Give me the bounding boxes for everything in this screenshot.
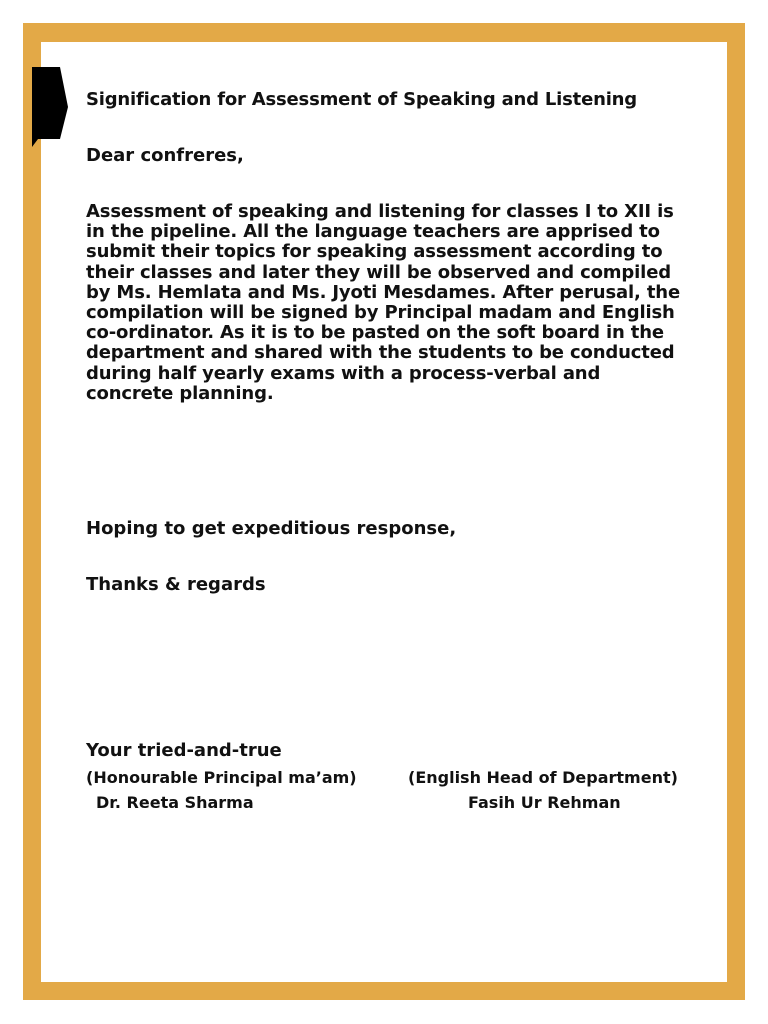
body-line: by Ms. Hemlata and Ms. Jyoti Mesdames. After perusal, the: [86, 281, 681, 303]
letter-thanks-line: Thanks & regards: [86, 574, 266, 595]
body-line: compilation will be signed by Principal madam and English: [86, 302, 675, 324]
body-line: their classes and later they will be observed and compiled: [86, 261, 671, 283]
body-line: department and shared with the students to be conducted: [86, 342, 675, 364]
signatory-principal-name: Dr. Reeta Sharma: [96, 793, 254, 812]
body-line: during half yearly exams with a process-verbal and: [86, 362, 601, 384]
body-line: co-ordinator. As it is to be pasted on the soft board in the: [86, 322, 664, 344]
letter-salutation: Dear confreres,: [86, 145, 244, 166]
body-line: concrete planning.: [86, 382, 274, 404]
page-content-area: [41, 42, 727, 982]
signatory-hod-name: Fasih Ur Rehman: [468, 793, 621, 812]
letter-hoping-line: Hoping to get expeditious response,: [86, 518, 457, 539]
letter-body: [86, 202, 696, 404]
signatory-hod-role: (English Head of Department): [408, 768, 678, 787]
signatory-principal-role: (Honourable Principal ma’am): [86, 768, 357, 787]
bookmark-marker-icon: [32, 67, 68, 147]
body-line: Assessment of speaking and listening for classes I to XII is: [86, 201, 674, 222]
body-line: submit their topics for speaking assessment according to: [86, 241, 663, 263]
letter-closing: Your tried-and-true: [86, 740, 282, 761]
letter-title: Signification for Assessment of Speaking and Listening: [86, 89, 637, 110]
body-line: in the pipeline. All the language teachers are apprised to: [86, 221, 660, 243]
